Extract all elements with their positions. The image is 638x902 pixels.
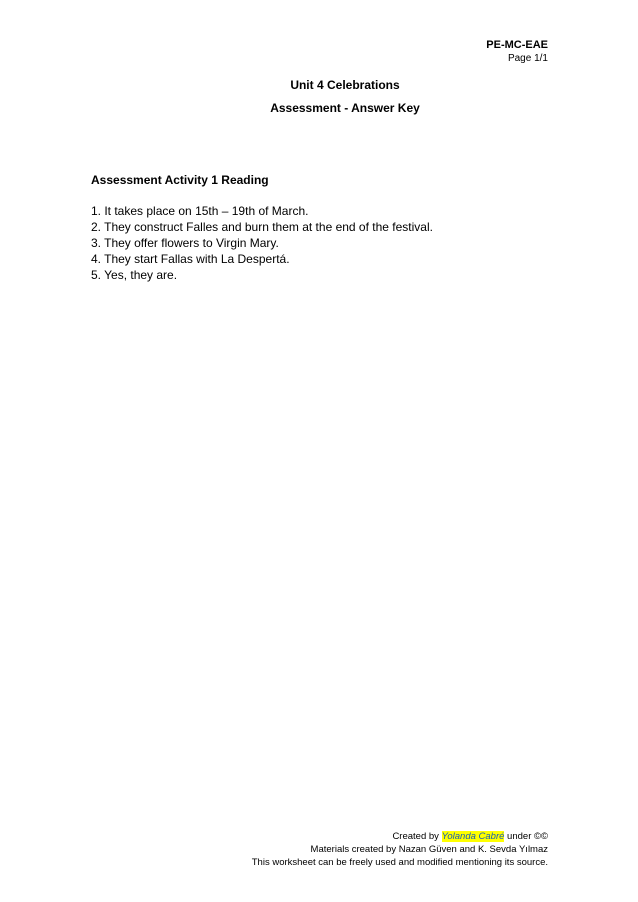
unit-title: Unit 4 Celebrations: [290, 78, 400, 92]
answer-item: 4. They start Fallas with La Despertá.: [91, 252, 290, 266]
section-heading: Assessment Activity 1 Reading: [91, 173, 269, 187]
answer-item: 5. Yes, they are.: [91, 268, 178, 282]
footer-materials: Materials created by Nazan Güven and K. Sevda Yılmaz: [310, 844, 548, 855]
answer-list: [91, 203, 433, 283]
answer-key-title: Assessment - Answer Key: [270, 101, 420, 115]
document-code: PE-MC-EAE: [486, 39, 548, 51]
answer-item: 2. They construct Falles and burn them at the end of the festival.: [91, 220, 433, 234]
answer-item: 3. They offer flowers to Virgin Mary.: [91, 236, 279, 250]
credit-prefix: Created by: [392, 831, 442, 842]
footer-license: This worksheet can be freely used and modified mentioning its source.: [251, 857, 548, 868]
footer-credit: [252, 830, 548, 843]
credit-suffix: under ©©: [504, 831, 548, 842]
page-number: Page 1/1: [507, 53, 548, 64]
footer: [252, 830, 548, 869]
author-highlight: Yolanda Cabré: [441, 831, 505, 842]
answer-item: 1. It takes place on 15th – 19th of March.: [91, 204, 309, 218]
